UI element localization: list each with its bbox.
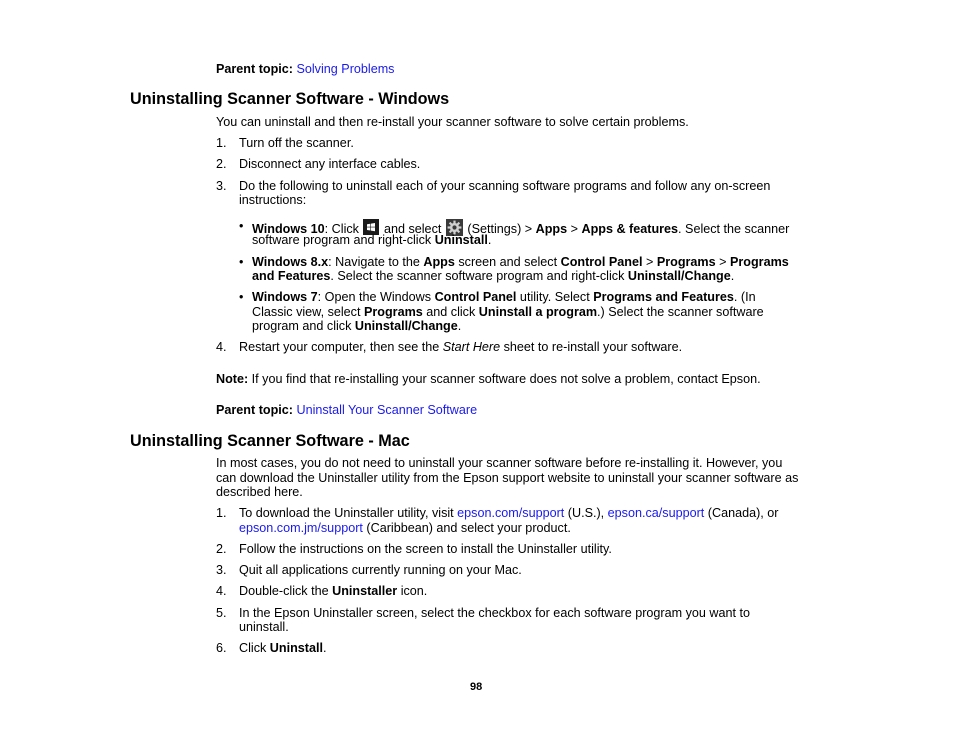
bold-programs: Programs bbox=[729, 255, 789, 269]
step-text-line1: Do the following to uninstall each of your scanning software programs and follow any on-screen bbox=[239, 179, 771, 193]
mac-intro-line2: can download the Uninstaller utility from the Epson support website to uninstall your scanner software as bbox=[216, 471, 799, 485]
text-run: .) Select the scanner software bbox=[597, 305, 764, 319]
mac-step1-line2 bbox=[239, 521, 571, 536]
step-text-line1: In the Epson Uninstaller screen, select the checkbox for each software program you want to bbox=[239, 606, 751, 620]
text-run: Classic view, select bbox=[252, 305, 364, 319]
bullet-windows7-line3 bbox=[252, 319, 461, 334]
text-run: (U.S.), bbox=[564, 506, 608, 520]
bold-programs: Programs bbox=[363, 305, 423, 319]
text-run: : Click bbox=[324, 222, 363, 236]
bullet-windows7-line1 bbox=[252, 290, 756, 305]
text-run: . bbox=[487, 233, 492, 247]
step-number: 4. bbox=[216, 584, 227, 598]
text-run: (Settings) > bbox=[463, 222, 536, 236]
step-text: Disconnect any interface cables. bbox=[239, 157, 421, 171]
text-run: Restart your computer, then see the bbox=[239, 340, 443, 354]
bold-uninstall: Uninstall bbox=[434, 233, 488, 247]
mac-step1-line1 bbox=[239, 506, 779, 521]
text-run: To download the Uninstaller utility, visit bbox=[239, 506, 458, 520]
bold-programs-features: Programs and Features bbox=[593, 290, 734, 304]
step-text bbox=[239, 340, 682, 355]
bold-uninstall-change: Uninstall/Change bbox=[354, 319, 458, 333]
text-run: > bbox=[642, 255, 657, 269]
mac-intro-line3: described here. bbox=[216, 485, 303, 499]
text-run: . bbox=[730, 269, 735, 283]
text-run: : Navigate to the bbox=[328, 255, 424, 269]
text-run: . bbox=[322, 641, 327, 655]
note bbox=[216, 372, 761, 387]
note-text: If you find that re-installing your scanner software does not solve a problem, contact Epson. bbox=[248, 372, 761, 386]
os-windows8: Windows 8.x bbox=[252, 255, 329, 269]
bullet-windows8-line1 bbox=[252, 255, 789, 270]
text-run: software program and right-click bbox=[252, 233, 435, 247]
bullet-windows8-line2 bbox=[252, 269, 734, 284]
step-number: 5. bbox=[216, 606, 227, 620]
bold-uninstall-program: Uninstall a program bbox=[478, 305, 598, 319]
text-run: > bbox=[567, 222, 582, 236]
text-run: . Select the scanner bbox=[678, 222, 790, 236]
bold-programs: Programs bbox=[656, 255, 716, 269]
bold-apps: Apps bbox=[423, 255, 455, 269]
bold-control-panel: Control Panel bbox=[434, 290, 517, 304]
bullet-mark: • bbox=[239, 255, 244, 269]
text-run: screen and select bbox=[454, 255, 561, 269]
parent-topic-uninstall bbox=[216, 403, 477, 418]
bullet-windows10-line2 bbox=[252, 233, 491, 248]
text-run: icon. bbox=[397, 584, 428, 598]
step-text: Follow the instructions on the screen to install the Uninstaller utility. bbox=[239, 542, 612, 556]
step-number: 1. bbox=[216, 506, 227, 520]
os-windows7: Windows 7 bbox=[252, 290, 318, 304]
bold-uninstall: Uninstall bbox=[269, 641, 323, 655]
text-run: (Canada), or bbox=[704, 506, 779, 520]
bold-apps: Apps bbox=[535, 222, 568, 236]
step-number: 3. bbox=[216, 563, 227, 577]
step-text: Quit all applications currently running on your Mac. bbox=[239, 563, 522, 577]
text-run: and click bbox=[422, 305, 479, 319]
heading-mac: Uninstalling Scanner Software - Mac bbox=[130, 432, 410, 450]
bold-and-features: and Features bbox=[252, 269, 331, 283]
step-text: Turn off the scanner. bbox=[239, 136, 354, 150]
bullet-mark: • bbox=[239, 219, 244, 233]
text-run: Click bbox=[239, 641, 270, 655]
text-run: : Open the Windows bbox=[317, 290, 435, 304]
windows-intro: You can uninstall and then re-install your scanner software to solve certain problems. bbox=[216, 115, 689, 129]
text-run: sheet to re-install your software. bbox=[500, 340, 683, 354]
parent-topic-solving-problems bbox=[216, 62, 394, 77]
step-number: 3. bbox=[216, 179, 227, 193]
step-text-line2: instructions: bbox=[239, 193, 307, 207]
bold-control-panel: Control Panel bbox=[560, 255, 643, 269]
bold-uninstall-change: Uninstall/Change bbox=[627, 269, 731, 283]
bold-uninstaller: Uninstaller bbox=[332, 584, 398, 598]
parent-topic-label: Parent topic: bbox=[216, 403, 293, 417]
bullet-mark: • bbox=[239, 290, 244, 304]
epson-us-support-link[interactable]: epson.com/support bbox=[457, 506, 565, 520]
solving-problems-link[interactable]: Solving Problems bbox=[296, 62, 395, 76]
step-number: 2. bbox=[216, 542, 227, 556]
bold-apps-features: Apps & features bbox=[581, 222, 679, 236]
text-run: . (In bbox=[733, 290, 756, 304]
uninstall-scanner-software-link[interactable]: Uninstall Your Scanner Software bbox=[296, 403, 478, 417]
text-run: program and click bbox=[252, 319, 355, 333]
text-run: and select bbox=[380, 222, 445, 236]
step-number: 6. bbox=[216, 641, 227, 655]
epson-ca-support-link[interactable]: epson.ca/support bbox=[607, 506, 705, 520]
os-windows10: Windows 10 bbox=[252, 222, 325, 236]
step-number: 1. bbox=[216, 136, 227, 150]
heading-windows: Uninstalling Scanner Software - Windows bbox=[130, 90, 450, 108]
note-label: Note: bbox=[216, 372, 249, 386]
step-text bbox=[239, 641, 326, 656]
step-number: 4. bbox=[216, 340, 227, 354]
bullet-windows7-line2 bbox=[252, 305, 764, 320]
text-run: > bbox=[715, 255, 730, 269]
step-text-line2: uninstall. bbox=[239, 620, 289, 634]
italic-start-here: Start Here bbox=[442, 340, 501, 354]
epson-jm-support-link[interactable]: epson.com.jm/support bbox=[239, 521, 363, 535]
parent-topic-label: Parent topic: bbox=[216, 62, 293, 76]
step-text bbox=[239, 584, 427, 599]
text-run: Double-click the bbox=[239, 584, 333, 598]
text-run: (Caribbean) and select your product. bbox=[362, 521, 571, 535]
text-run: . bbox=[457, 319, 462, 333]
text-run: utility. Select bbox=[516, 290, 594, 304]
page-number: 98 bbox=[470, 681, 483, 693]
mac-intro-line1: In most cases, you do not need to uninstall your scanner software before re-installing it. However, you bbox=[216, 456, 783, 470]
text-run: . Select the scanner software program and right-click bbox=[330, 269, 628, 283]
step-number: 2. bbox=[216, 157, 227, 171]
